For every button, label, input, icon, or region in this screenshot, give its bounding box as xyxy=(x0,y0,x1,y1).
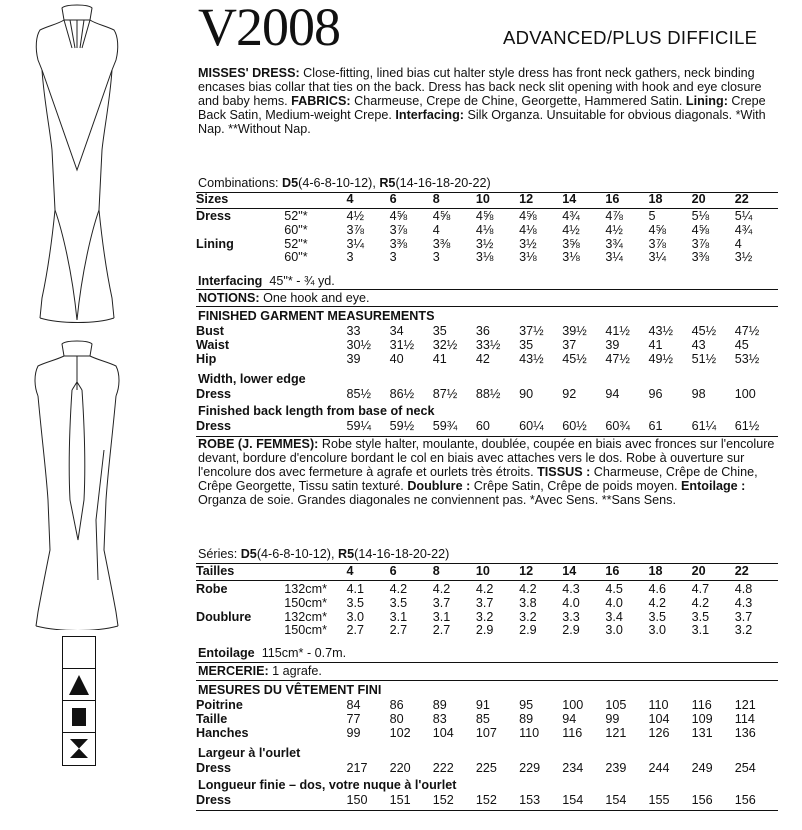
row-value: 60½ xyxy=(562,419,587,433)
row-value: 126 xyxy=(648,725,670,740)
row-value: 41 xyxy=(648,337,663,352)
notions-line: NOTIONS: One hook and eye. xyxy=(198,291,370,305)
row-value: 249 xyxy=(691,761,713,775)
row-value: 220 xyxy=(389,761,411,775)
french-yardage-rows xyxy=(196,583,778,638)
row-spacer xyxy=(284,794,346,808)
row-label: Dress xyxy=(196,209,232,223)
row-width: 132cm* xyxy=(284,609,327,624)
row-value: 59½ xyxy=(389,419,415,433)
row-value: 39 xyxy=(346,351,361,366)
row-value: 4 xyxy=(734,236,742,251)
english-yardage-rows xyxy=(196,210,778,265)
row-value: 3¼ xyxy=(605,250,623,265)
row-value: 41½ xyxy=(605,324,630,338)
row-value: 3 xyxy=(346,250,354,265)
row-value: 60 xyxy=(475,419,490,433)
row-value: 3⅞ xyxy=(346,222,365,237)
difficulty-label: ADVANCED/PLUS DIFFICILE xyxy=(503,27,758,48)
row-value: 3⅞ xyxy=(389,222,408,237)
row-value: 3⅞ xyxy=(691,236,710,251)
row-value: 42 xyxy=(475,351,490,366)
table-row xyxy=(196,339,778,353)
legend-triangle-box xyxy=(63,669,95,701)
row-value: 4⅝ xyxy=(648,222,666,237)
square-icon xyxy=(63,701,95,732)
row-value: 31½ xyxy=(389,337,415,352)
row-label: Doublure xyxy=(196,609,252,624)
row-value: 4.2 xyxy=(519,582,537,596)
row-value: 254 xyxy=(734,761,756,775)
row-value: 4.5 xyxy=(605,582,623,596)
row-value: 3.2 xyxy=(519,609,537,624)
row-width: 150cm* xyxy=(284,595,327,610)
row-spacer xyxy=(284,420,346,434)
row-value: 59¾ xyxy=(432,419,458,433)
longueur-label: Longueur finie – dos, votre nuque à l'ourlet xyxy=(198,778,457,792)
row-value: 136 xyxy=(734,725,756,740)
triangle-icon xyxy=(63,669,95,700)
row-value: 45 xyxy=(734,337,749,352)
row-spacer xyxy=(284,388,346,402)
row-label xyxy=(196,224,284,238)
row-value: 83 xyxy=(432,711,447,726)
row-value: 5¼ xyxy=(734,209,753,223)
mercerie-line: MERCERIE: 1 agrafe. xyxy=(198,664,322,678)
row-value: 94 xyxy=(562,711,577,726)
row-value: 33½ xyxy=(475,337,501,352)
row-value: 3 xyxy=(432,250,440,265)
row-value: 94 xyxy=(605,387,620,401)
row-value: 53½ xyxy=(734,351,760,366)
row-value: 3⅛ xyxy=(519,250,537,265)
row-value: 156 xyxy=(691,793,713,807)
row-value: 4⅝ xyxy=(432,209,451,223)
row-value: 3.1 xyxy=(389,609,408,624)
row-value: 47½ xyxy=(734,324,760,338)
row-value: 2.7 xyxy=(432,623,451,638)
row-value: 3.5 xyxy=(346,595,365,610)
row-value: 3¼ xyxy=(346,236,365,251)
row-value: 4⅝ xyxy=(389,209,408,223)
row-label: Dress xyxy=(196,419,232,433)
row-value: 4.2 xyxy=(432,582,451,596)
entoilage-row: Entoilage 115cm* - 0.7m. xyxy=(198,646,347,660)
row-value: 4.3 xyxy=(734,595,753,610)
row-value: 39 xyxy=(605,337,620,352)
row-width: 52"* xyxy=(284,236,308,251)
english-yardage-table xyxy=(196,193,778,207)
largeur-label: Largeur à l'ourlet xyxy=(198,746,301,760)
row-value: 2.7 xyxy=(346,623,365,638)
row-value: 3½ xyxy=(519,236,537,251)
row-value: 3.4 xyxy=(605,609,623,624)
row-value: 116 xyxy=(691,698,712,712)
row-value: 154 xyxy=(605,793,627,807)
row-value: 3⅛ xyxy=(562,250,580,265)
row-spacer xyxy=(284,762,346,776)
row-value: 77 xyxy=(346,711,361,726)
row-value: 3¾ xyxy=(605,236,623,251)
row-label: Lining xyxy=(196,236,234,251)
row-label: Poitrine xyxy=(196,698,243,712)
row-value: 85 xyxy=(475,711,490,726)
interfacing-row: Interfacing 45"* - ¾ yd. xyxy=(198,274,335,288)
row-value: 2.9 xyxy=(562,623,580,638)
row-value: 131 xyxy=(691,725,713,740)
row-value: 43½ xyxy=(648,324,673,338)
row-value: 4⅝ xyxy=(475,209,494,223)
row-value: 229 xyxy=(519,761,541,775)
french-width-table xyxy=(196,762,778,776)
row-value: 35 xyxy=(432,324,447,338)
row-value: 3¼ xyxy=(648,250,666,265)
row-value: 99 xyxy=(346,725,361,740)
row-value: 88½ xyxy=(475,387,501,401)
row-value: 4⅝ xyxy=(519,209,537,223)
back-view-sketch xyxy=(0,330,190,630)
row-value: 37½ xyxy=(519,324,544,338)
row-value: 4.6 xyxy=(648,582,666,596)
row-value: 107 xyxy=(475,725,497,740)
row-value: 100 xyxy=(734,387,756,401)
row-value: 4.2 xyxy=(389,582,408,596)
french-yardage-table xyxy=(196,565,778,579)
width-lower-edge-label: Width, lower edge xyxy=(198,372,306,386)
row-width: 132cm* xyxy=(284,582,327,596)
row-value: 3.0 xyxy=(346,609,365,624)
table-row xyxy=(196,420,778,434)
row-value: 121 xyxy=(734,698,756,712)
row-value: 59¼ xyxy=(346,419,372,433)
row-value: 3.5 xyxy=(648,609,666,624)
row-value: 102 xyxy=(389,725,411,740)
row-value: 4½ xyxy=(605,222,623,237)
row-value: 89 xyxy=(519,711,534,726)
row-value: 3.1 xyxy=(432,609,451,624)
row-value: 121 xyxy=(605,725,627,740)
row-value: 3.0 xyxy=(605,623,623,638)
row-value: 85½ xyxy=(346,387,372,401)
row-value: 43 xyxy=(691,337,706,352)
row-value: 3.3 xyxy=(562,609,580,624)
row-value: 92 xyxy=(562,387,577,401)
english-description: MISSES' DRESS: Close-fitting, lined bias cut halter style dress has front neck gathers, neck binding encases bias collar that ties on the back. Dress has back neck slit opening with hook and eye closure and baby hems. FABRICS: Charmeuse, Crepe de Chine, Georgette, Hammered Satin. Lining: Crepe Back Satin, Medium-weight Crepe. Interfacing: Silk Organza. Unsuitable for obvious diagonals. *With Nap. **Without Nap. xyxy=(198,66,766,136)
row-label: Taille xyxy=(196,711,228,726)
row-value: 2.9 xyxy=(519,623,537,638)
row-value: 4.2 xyxy=(475,582,494,596)
table-row xyxy=(196,210,778,224)
row-label xyxy=(196,251,284,265)
front-view-sketch xyxy=(0,0,190,340)
row-width: 52"* xyxy=(284,209,308,223)
row-label: Dress xyxy=(196,761,232,775)
row-value: 35 xyxy=(519,337,534,352)
row-spacer xyxy=(284,727,346,741)
row-value: 3½ xyxy=(475,236,494,251)
row-value: 4.2 xyxy=(691,595,710,610)
row-value: 4.2 xyxy=(648,595,666,610)
row-value: 244 xyxy=(648,761,670,775)
row-label: Hip xyxy=(196,351,217,366)
row-width: 60"* xyxy=(284,250,308,265)
pattern-number: V2008 xyxy=(198,0,340,57)
french-description: ROBE (J. FEMMES): Robe style halter, moulante, doublée, coupée en biais avec fronces sur l'encolure devant, bordure d'encolure bordant le col en biais avec attaches vers le dos. Robe à ouverture sur l'encolure dos avec fermeture à agrafe et ourlets très étroits. TISSUS : Charmeuse, Crêpe de Chine, Crêpe Georgette, Tissu satin texturé. Doublure : Crêpe Satin, Crêpe de poids moyen. Entoilage : Organza de soie. Grandes diagonales ne conviennent pas. *Avec Sens. **Sans Sens. xyxy=(198,437,775,507)
row-value: 4.1 xyxy=(346,582,365,596)
row-value: 152 xyxy=(432,793,454,807)
french-finished-table xyxy=(196,699,778,740)
row-value: 110 xyxy=(648,698,669,712)
row-label xyxy=(196,597,284,611)
row-value: 3.2 xyxy=(475,609,494,624)
row-value: 4.8 xyxy=(734,582,753,596)
row-value: 4.3 xyxy=(562,582,580,596)
row-value: 90 xyxy=(519,387,534,401)
row-value: 225 xyxy=(475,761,497,775)
row-value: 110 xyxy=(519,725,540,740)
row-value: 43½ xyxy=(519,351,544,366)
row-value: 2.9 xyxy=(475,623,494,638)
row-value: 3.7 xyxy=(432,595,451,610)
row-value: 3.5 xyxy=(691,609,710,624)
table-row xyxy=(196,388,778,402)
row-value: 4⅛ xyxy=(519,222,537,237)
row-value: 39½ xyxy=(562,324,587,338)
row-value: 4¾ xyxy=(734,222,753,237)
row-spacer xyxy=(284,325,346,339)
row-spacer xyxy=(284,339,346,353)
row-width: 60"* xyxy=(284,222,308,237)
row-value: 3.8 xyxy=(519,595,537,610)
row-label: Bust xyxy=(196,324,224,338)
row-value: 155 xyxy=(648,793,670,807)
row-value: 3⅛ xyxy=(475,250,494,265)
row-value: 152 xyxy=(475,793,497,807)
legend-square-box xyxy=(63,701,95,733)
row-value: 49½ xyxy=(648,351,673,366)
table-row xyxy=(196,794,778,808)
row-value: 3½ xyxy=(734,250,753,265)
row-spacer xyxy=(284,353,346,367)
row-value: 2.7 xyxy=(389,623,408,638)
row-value: 86 xyxy=(389,698,404,712)
row-value: 3.7 xyxy=(734,609,753,624)
row-value: 61¼ xyxy=(691,419,717,433)
table-row xyxy=(196,583,778,597)
row-value: 3⅜ xyxy=(432,236,451,251)
french-length-table xyxy=(196,794,778,808)
row-value: 4.0 xyxy=(605,595,623,610)
series-line: Séries: D5(4-6-8-10-12), R5(14-16-18-20-22) xyxy=(198,547,450,561)
row-value: 4 xyxy=(432,222,440,237)
row-value: 4.7 xyxy=(691,582,710,596)
row-value: 40 xyxy=(389,351,404,366)
back-length-label: Finished back length from base of neck xyxy=(198,404,435,418)
row-value: 3.5 xyxy=(389,595,408,610)
row-label: Robe xyxy=(196,582,228,596)
row-value: 84 xyxy=(346,698,361,712)
row-value: 109 xyxy=(691,711,713,726)
table-row xyxy=(196,624,778,638)
table-row xyxy=(196,224,778,238)
row-value: 153 xyxy=(519,793,541,807)
row-value: 45½ xyxy=(562,351,587,366)
row-value: 3.2 xyxy=(734,623,753,638)
hourglass-icon xyxy=(63,733,95,764)
row-value: 36 xyxy=(475,324,490,338)
legend-hourglass-box xyxy=(63,733,95,764)
row-value: 222 xyxy=(432,761,454,775)
row-value: 3⅞ xyxy=(648,236,666,251)
row-value: 51½ xyxy=(691,351,717,366)
table-row xyxy=(196,762,778,776)
row-value: 98 xyxy=(691,387,706,401)
row-value: 32½ xyxy=(432,337,458,352)
row-value: 87½ xyxy=(432,387,458,401)
table-row xyxy=(196,353,778,367)
row-value: 3⅜ xyxy=(691,250,710,265)
table-row xyxy=(196,611,778,625)
sizes-header-row: Sizes 4 6 8 10 12 14 16 18 20 22 xyxy=(196,192,749,206)
table-row xyxy=(196,238,778,252)
row-label xyxy=(196,624,284,638)
row-value: 45½ xyxy=(691,324,717,338)
row-value: 96 xyxy=(648,387,663,401)
row-value: 4.0 xyxy=(562,595,580,610)
tailles-header-row: Tailles 4 6 8 10 12 14 16 18 20 22 xyxy=(196,564,749,578)
row-value: 60¾ xyxy=(605,419,630,433)
table-row xyxy=(196,713,778,727)
row-value: 91 xyxy=(475,698,490,712)
row-value: 217 xyxy=(346,761,368,775)
english-width-table xyxy=(196,388,778,402)
row-value: 114 xyxy=(734,711,755,726)
row-value: 4⅞ xyxy=(605,209,623,223)
english-length-table xyxy=(196,420,778,434)
row-spacer xyxy=(284,713,346,727)
legend-empty-box xyxy=(63,637,95,669)
row-value: 4½ xyxy=(346,209,365,223)
row-value: 104 xyxy=(432,725,454,740)
row-value: 5⅛ xyxy=(691,209,710,223)
combinations-line: Combinations: D5(4-6-8-10-12), R5(14-16-18-20-22) xyxy=(198,176,491,190)
row-value: 60¼ xyxy=(519,419,544,433)
row-value: 99 xyxy=(605,711,620,726)
row-value: 5 xyxy=(648,209,656,223)
english-finished-table xyxy=(196,325,778,366)
row-value: 61½ xyxy=(734,419,760,433)
row-value: 37 xyxy=(562,337,577,352)
row-value: 3⅜ xyxy=(389,236,408,251)
finished-measurements-title: FINISHED GARMENT MEASUREMENTS xyxy=(198,309,435,323)
row-label: Waist xyxy=(196,337,230,352)
row-value: 150 xyxy=(346,793,368,807)
row-value: 47½ xyxy=(605,351,630,366)
row-value: 95 xyxy=(519,698,534,712)
row-value: 3 xyxy=(389,250,397,265)
table-row xyxy=(196,699,778,713)
row-label: Dress xyxy=(196,387,232,401)
row-value: 154 xyxy=(562,793,584,807)
row-value: 80 xyxy=(389,711,404,726)
row-value: 100 xyxy=(562,698,584,712)
row-value: 3.0 xyxy=(648,623,666,638)
row-value: 4⅝ xyxy=(691,222,710,237)
row-value: 3.1 xyxy=(691,623,710,638)
table-row xyxy=(196,727,778,741)
row-value: 156 xyxy=(734,793,756,807)
row-label: Hanches xyxy=(196,725,249,740)
row-value: 234 xyxy=(562,761,584,775)
row-value: 3.7 xyxy=(475,595,494,610)
row-value: 4⅛ xyxy=(475,222,494,237)
row-value: 30½ xyxy=(346,337,372,352)
table-row xyxy=(196,597,778,611)
row-value: 34 xyxy=(389,324,404,338)
row-value: 151 xyxy=(389,793,411,807)
fabric-legend xyxy=(62,636,96,766)
row-value: 61 xyxy=(648,419,663,433)
row-value: 105 xyxy=(605,698,627,712)
row-value: 116 xyxy=(562,725,583,740)
row-value: 239 xyxy=(605,761,627,775)
mesures-title: MESURES DU VÊTEMENT FINI xyxy=(198,683,382,697)
row-value: 33 xyxy=(346,324,361,338)
row-spacer xyxy=(284,699,346,713)
table-row xyxy=(196,325,778,339)
row-label: Dress xyxy=(196,793,232,807)
row-width: 150cm* xyxy=(284,623,327,638)
row-value: 86½ xyxy=(389,387,415,401)
table-row xyxy=(196,251,778,265)
row-value: 104 xyxy=(648,711,670,726)
row-value: 41 xyxy=(432,351,447,366)
row-value: 4¾ xyxy=(562,209,580,223)
row-value: 3⅝ xyxy=(562,236,580,251)
row-value: 89 xyxy=(432,698,447,712)
row-value: 4½ xyxy=(562,222,580,237)
